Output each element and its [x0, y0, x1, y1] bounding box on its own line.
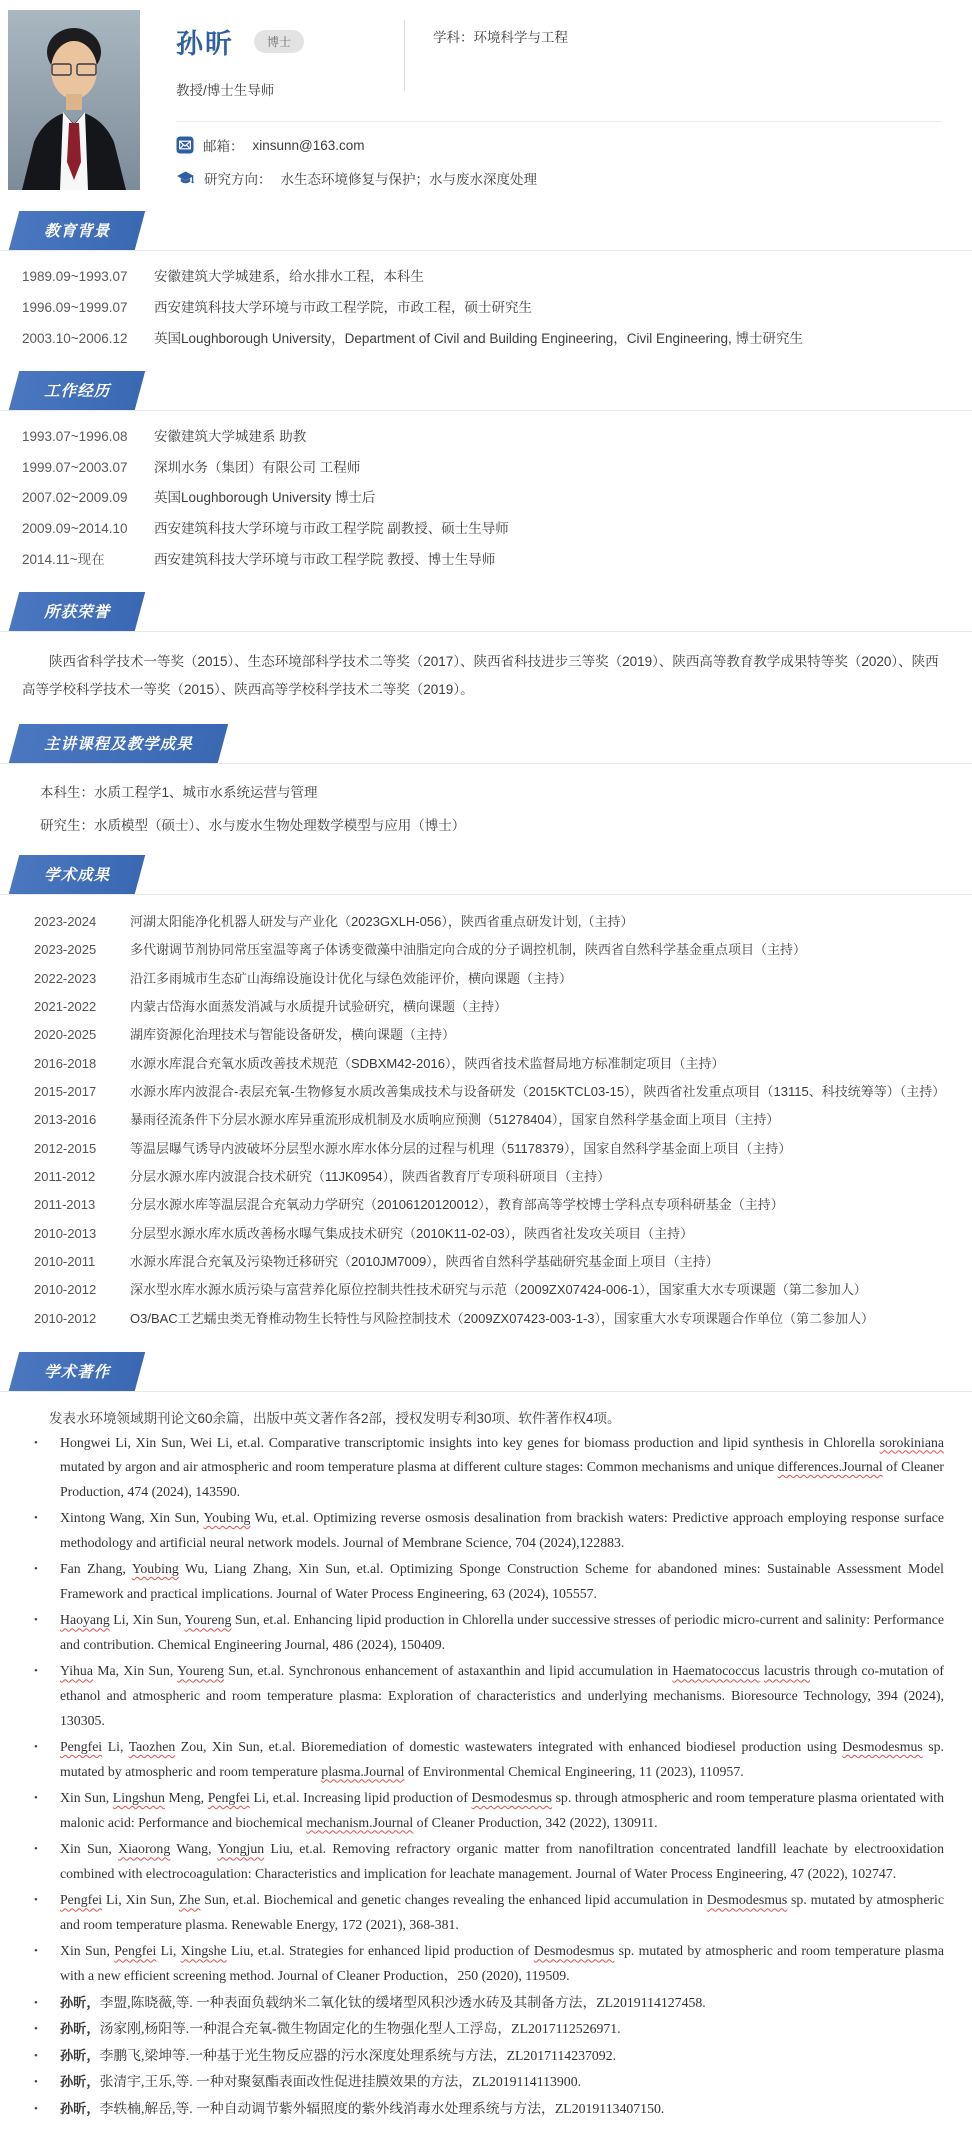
profile-identity: [176, 18, 404, 99]
envelope-icon: [176, 136, 194, 154]
honors-text: 陕西省科学技术一等奖（2015）、生态环境部科学技术二等奖（2017）、陕西省科技进步三等奖（2019）、陕西高等教育教学成果特等奖（2020）、陕西高等学校科学技术一等奖（2015）、陕西高等学校科学技术二等奖（2019）。: [22, 654, 939, 697]
achievement-content: 湖库资源化治理技术与智能设备研发，横向课题（主持）: [130, 1027, 456, 1043]
discipline-field: [405, 18, 568, 99]
section-title-band: [9, 592, 145, 631]
publication-text: 张清宇,王乐,等. 一种对聚氨酯表面改性促进挂膜效果的方法，ZL2019114113900.: [99, 2074, 582, 2090]
publication-item: [26, 2097, 944, 2122]
section-head-publications: [0, 1352, 972, 1392]
achievement-row: [34, 998, 942, 1017]
section-title-band: [9, 1352, 145, 1391]
publication-author-bold: 孙昕，: [60, 2021, 100, 2037]
achievement-row: [34, 1225, 942, 1244]
degree-badge: 博士: [254, 30, 304, 53]
publication-text: Xin Sun, Pengfei Li, Xingshe Liu, et.al. Strategies for enhanced lipid production of Desmodesmus sp. mutated by atmospheric and room temperature plasma with a new efficient screening method. Journal of Cleaner Production，250 (2020), 119509.: [60, 1943, 945, 1983]
achievement-row: [34, 1083, 946, 1102]
achievement-years: 2020-2025: [34, 1027, 97, 1043]
work-content: 英国Loughborough University 博士后: [154, 490, 376, 506]
section-title: 教育背景: [44, 223, 111, 240]
profile-photo: [8, 10, 140, 190]
work-row: [22, 429, 942, 446]
education-time: 1989.09~1993.07: [22, 269, 128, 284]
work-time: 2014.11~现在: [22, 552, 105, 568]
section-head-courses: [0, 724, 972, 764]
profile-header-top: [176, 18, 942, 99]
achievement-list: [0, 895, 972, 1330]
section-title-band: [9, 211, 145, 250]
achievement-row: [34, 1168, 942, 1187]
publication-author-bold: 孙昕，: [60, 2074, 100, 2090]
achievement-row: [34, 941, 942, 960]
education-content: 西安建筑科技大学环境与市政工程学院，市政工程，硕士研究生: [154, 299, 532, 315]
publication-item: [26, 1786, 944, 1835]
achievement-content: 分层水源水库内波混合技术研究（11JK0954），陕西省教育厅专项科研项目（主持）: [130, 1168, 611, 1184]
publication-item: [26, 2017, 944, 2042]
achievement-years: 2016-2018: [34, 1055, 97, 1071]
achievement-row: [34, 1253, 942, 1272]
research-value: 水生态环境修复与保护；水与废水深度处理: [280, 172, 537, 187]
work-time: 2007.02~2009.09: [22, 490, 128, 506]
work-content: 西安建筑科技大学环境与市政工程学院 副教授、硕士生导师: [154, 521, 509, 537]
email-label: 邮箱：: [203, 139, 244, 154]
work-content: 西安建筑科技大学环境与市政工程学院 教授、博士生导师: [154, 552, 496, 568]
profile-header-main: [140, 10, 972, 190]
section-head-achievements: [0, 855, 972, 895]
section-achievements: [0, 855, 972, 1330]
publication-item: [26, 1557, 944, 1606]
research-label: 研究方向：: [204, 172, 272, 187]
work-content: 深圳水务（集团）有限公司 工程师: [154, 459, 361, 475]
publication-item: [26, 1939, 944, 1988]
achievement-years: 2010-2011: [34, 1253, 96, 1269]
publication-author-bold: 孙昕，: [60, 1994, 100, 2010]
course-item: 本科生：水质工程学1、城市水系统运营与管理: [40, 785, 318, 801]
achievement-content: O3/BAC工艺蠕虫类无脊椎动物生长特性与风险控制技术（2009ZX07423-003-1-3），国家重大水专项课题合作单位（第二参加人）: [130, 1310, 875, 1326]
publication-item: [26, 1608, 944, 1657]
graduation-cap-icon: [176, 169, 195, 187]
education-time: 2003.10~2006.12: [22, 330, 128, 346]
publication-text: 李盟,陈晓薇,等. 一种表面负载纳米二氧化钛的缓堵型风积沙透水砖及其制备方法，ZL2019114127458.: [99, 1994, 706, 2010]
work-row: [22, 521, 942, 538]
section-courses: [0, 724, 972, 834]
achievement-content: 水源水库内波混合-表层充氧-生物修复水质改善集成技术与设备研发（2015KTCL03-15），陕西省社发重点项目（13115、科技统筹等）（主持）: [130, 1083, 946, 1099]
publication-text: Xin Sun, Xiaorong Wang, Yongjun Liu, et.al. Removing refractory organic matter from nanofiltration concentrated landfill leachate by electrooxidation combined with electrocoagulation: Characteristics and implication for leachate management. Journal of Water Process Engineering, 47 (2022), 102747.: [60, 1841, 944, 1881]
education-content: 英国Loughborough University，Department of Civil and Building Engineering，Civil Engineering, 博士研究生: [154, 330, 804, 346]
publication-author-bold: 孙昕，: [60, 2047, 100, 2063]
email-row: [176, 135, 942, 155]
section-publications: [0, 1352, 972, 2122]
section-head-work: [0, 371, 972, 411]
achievement-content: 内蒙古岱海水面蒸发消减与水质提升试验研究，横向课题（主持）: [130, 998, 508, 1014]
section-title-band: [9, 371, 145, 410]
publication-item: [26, 1837, 944, 1886]
section-head-honors: [0, 592, 972, 632]
work-row: [22, 460, 942, 477]
profile-name: 孙昕: [176, 29, 234, 59]
publication-list: [26, 1431, 944, 2122]
publication-item: [26, 1735, 944, 1784]
header-divider: [176, 121, 942, 122]
contact-block: [176, 135, 942, 188]
achievement-row: [34, 1055, 942, 1074]
publication-text: Pengfei Li, Taozhen Zou, Xin Sun, et.al. Bioremediation of domestic wastewaters integrated with enhanced biodiesel production using Desmodesmus sp. mutated by atmospheric and room temperature plasma.Journal of Environmental Chemical Engineering, 11 (2023), 110957.: [60, 1739, 945, 1779]
achievement-row: [34, 970, 942, 989]
work-list: [0, 411, 972, 571]
achievement-row: [34, 1111, 942, 1130]
achievement-content: 分层水源水库等温层混合充氧动力学研究（20106120120012），教育部高等学校博士学科点专项科研基金（主持）: [130, 1197, 784, 1213]
publication-text: 汤家刚,杨阳等.一种混合充氧-微生物固定化的生物强化型人工浮岛，ZL2017112526971.: [99, 2021, 621, 2037]
achievement-row: [34, 1281, 942, 1300]
publication-text: Yihua Ma, Xin Sun, Youreng Sun, et.al. Synchronous enhancement of astaxanthin and lipid accumulation in Haematococcus lacustris through co-mutation of ethanol and atmospheric and room temperature plasma: Exploration of characteristics and underlying mechanisms. Bioresource Technology, 394 (2024), 130305.: [60, 1663, 944, 1728]
achievement-row: [34, 1140, 942, 1159]
publication-text: 李鹏飞,梁坤等.一种基于光生物反应器的污水深度处理系统与方法，ZL2017114237092.: [99, 2047, 617, 2063]
section-title: 学术著作: [44, 1363, 111, 1381]
achievement-years: 2011-2012: [34, 1168, 96, 1184]
achievement-content: 暴雨径流条件下分层水源水库异重流形成机制及水质响应预测（51278404），国家自然科学基金面上项目（主持）: [130, 1112, 780, 1128]
publication-text: Hongwei Li, Xin Sun, Wei Li, et.al. Comparative transcriptomic insights into key genes for biomass production and lipid synthesis in Chlorella sorokiniana mutated by argon and air atmospheric and room temperature plasma at different culture stages: Common mechanisms and unique differences.Journal of Cleaner Production, 474 (2024), 143590.: [60, 1434, 944, 1499]
publication-text: Xin Sun, Lingshun Meng, Pengfei Li, et.al. Increasing lipid production of Desmodesmus sp. through atmospheric and room temperature plasma orientated with malonic acid: Performance and biochemical mechanism.Journal of Cleaner Production, 342 (2022), 130911.: [60, 1790, 944, 1830]
achievement-years: 2011-2013: [34, 1197, 96, 1213]
achievement-years: 2015-2017: [34, 1083, 97, 1099]
achievement-row: [34, 1196, 942, 1215]
section-title: 所获荣誉: [44, 604, 111, 621]
achievement-content: 多代谢调节剂协同常压室温等离子体诱变微藻中油脂定向合成的分子调控机制，陕西省自然科学基金重点项目（主持）: [130, 942, 807, 958]
achievement-content: 水源水库混合充氧水质改善技术规范（SDBXM42-2016），陕西省技术监督局地方标准制定项目（主持）: [130, 1055, 725, 1071]
publication-text: Haoyang Li, Xin Sun, Youreng Sun, et.al. Enhancing lipid production in Chlorella under successive stresses of periodic micro-current and salinity: Performance and contribution. Chemical Engineering Journal, 486 (2024), 150409.: [60, 1612, 944, 1652]
section-honors: [0, 592, 972, 703]
work-row: [22, 490, 942, 507]
achievement-row: [34, 1026, 942, 1045]
publication-item: [26, 1659, 944, 1733]
publication-item: [26, 1431, 944, 1505]
achievement-content: 深水型水库水源水质污染与富营养化原位控制共性技术研究与示范（2009ZX07424-006-1），国家重大水专项课题（第二参加人）: [130, 1282, 867, 1298]
section-education: [0, 211, 972, 350]
publication-text: Pengfei Li, Xin Sun, Zhe Sun, et.al. Biochemical and genetic changes revealing the enhanced lipid accumulation in Desmodesmus sp. mutated by atmospheric and room temperature plasma. Renewable Energy, 172 (2021), 368-381.: [60, 1892, 945, 1932]
course-list: [0, 764, 972, 834]
publication-item: [26, 1888, 944, 1937]
section-title: 工作经历: [44, 382, 111, 400]
publication-item: [26, 1991, 944, 2016]
work-time: 1993.07~1996.08: [22, 428, 128, 444]
achievement-years: 2023-2025: [34, 942, 97, 958]
achievement-content: 河湖太阳能净化机器人研发与产业化（2023GXLH-056），陕西省重点研发计划,（主持）: [130, 913, 634, 929]
achievement-row: [34, 913, 942, 932]
achievement-content: 分层型水源水库水质改善杨水曝气集成技术研究（2010K11-02-03），陕西省社发攻关项目（主持）: [130, 1225, 694, 1241]
education-time: 1996.09~1999.07: [22, 299, 128, 315]
profile-title: 教授/博士生导师: [176, 83, 275, 98]
publication-item: [26, 2070, 944, 2095]
work-time: 2009.09~2014.10: [22, 521, 128, 537]
achievement-content: 沿江多雨城市生态矿山海绵设施设计优化与绿色效能评价，横向课题（主持）: [130, 970, 573, 986]
email-value: xinsunn@163.com: [252, 137, 365, 153]
section-head-education: [0, 211, 972, 251]
section-work: [0, 371, 972, 571]
name-row: [176, 22, 404, 61]
publication-item: [26, 1506, 944, 1555]
research-row: [176, 168, 942, 188]
achievement-years: 2012-2015: [34, 1140, 97, 1156]
discipline-value: 环境科学与工程: [473, 30, 568, 45]
discipline-label: 学科：: [433, 30, 474, 45]
education-list: [0, 251, 972, 350]
publication-item: [26, 2044, 944, 2069]
publication-text: Fan Zhang, Youbing Wu, Liang Zhang, Xin Sun, et.al. Optimizing Sponge Construction Scheme for abandoned mines: Sustainable Assessment Model Framework and practical implications. Journal of Water Process Engineering, 63 (2024), 105557.: [60, 1561, 944, 1601]
section-title-band: [9, 724, 228, 763]
section-title-band: [9, 855, 145, 894]
portrait-illustration: [8, 10, 140, 190]
achievement-content: 等温层曝气诱导内波破坏分层型水源水库水体分层的过程与机理（51178379），国家自然科学基金面上项目（主持）: [130, 1140, 792, 1156]
education-row: [22, 300, 942, 317]
publications-summary: 发表水环境领域期刊论文60余篇，出版中英文著作各2部，授权发明专利30项、软件著作权4项。: [49, 1410, 621, 1426]
achievement-years: 2022-2023: [34, 970, 97, 986]
publication-author-bold: 孙昕，: [60, 2100, 100, 2116]
education-content: 安徽建筑大学城建系，给水排水工程，本科生: [154, 269, 424, 284]
education-row: [22, 331, 942, 348]
achievement-row: [34, 1310, 942, 1329]
work-time: 1999.07~2003.07: [22, 459, 128, 475]
achievement-years: 2023-2024: [34, 913, 97, 929]
achievement-years: 2010-2012: [34, 1282, 97, 1298]
achievement-years: 2021-2022: [34, 998, 97, 1014]
work-row: [22, 552, 942, 569]
work-content: 安徽建筑大学城建系 助教: [154, 428, 307, 444]
publication-text: 李轶楠,解岳,等. 一种自动调节紫外辐照度的紫外线消毒水处理系统与方法，ZL2019113407150.: [99, 2100, 665, 2116]
achievement-years: 2013-2016: [34, 1112, 97, 1128]
profile-header: [0, 10, 972, 190]
achievement-years: 2010-2012: [34, 1310, 97, 1326]
section-title: 学术成果: [44, 867, 111, 885]
education-row: [22, 269, 942, 286]
achievement-content: 水源水库混合充氧及污染物迁移研究（2010JM7009），陕西省自然科学基础研究基金面上项目（主持）: [130, 1253, 719, 1269]
achievement-years: 2010-2013: [34, 1225, 97, 1241]
course-item: 研究生：水质模型（硕士）、水与废水生物处理数学模型与应用（博士）: [40, 818, 466, 834]
publication-text: Xintong Wang, Xin Sun, Youbing Wu, et.al. Optimizing reverse osmosis desalination from brackish waters: Predictive approach employing response surface methodology and artificial neural network models. Journal of Membrane Science, 704 (2024),122883.: [60, 1510, 944, 1550]
section-title: 主讲课程及教学成果: [44, 736, 193, 754]
